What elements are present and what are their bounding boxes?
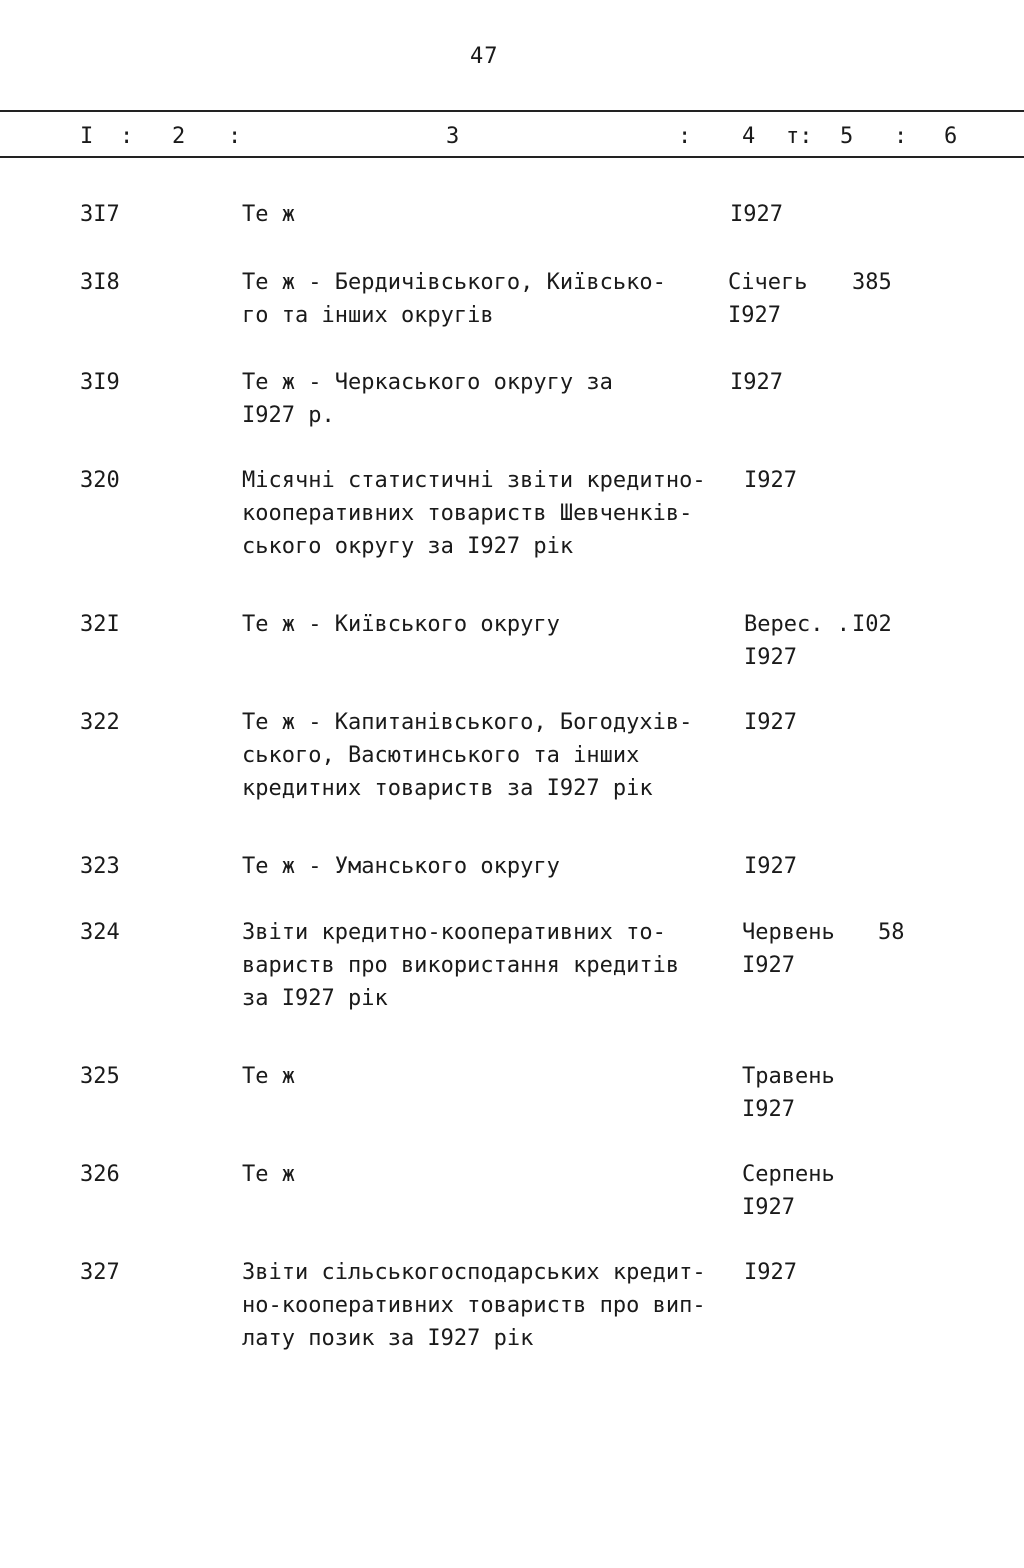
column-separator: : [228,124,242,149]
entry-number: 323 [80,854,120,879]
date-line: I927 [744,1260,797,1285]
description-line: Те ж [242,1162,295,1187]
entry-description [242,850,722,883]
entry-number: 3I8 [80,270,120,295]
description-line: Звіти кредитно-кооперативних то- [242,920,666,945]
entry-date [742,1060,835,1126]
entry-description [242,266,722,332]
description-line: Те ж - Уманського округу [242,854,560,879]
entry-date [744,706,797,739]
date-line: I927 [744,645,797,670]
entry-number: 3I9 [80,370,120,395]
description-line: Те ж - Бердичівського, Київсько- [242,270,666,295]
entry-description [242,706,722,805]
description-line: I927 р. [242,403,335,428]
entry-date [730,366,783,399]
entry-number: 320 [80,468,120,493]
description-line: Те ж - Київського округу [242,612,560,637]
description-line: го та інших округів [242,303,494,328]
description-line: но-кооперативних товариств про вип- [242,1293,706,1318]
entry-sheet-count: 58 [878,920,905,945]
column-header-2: 2 [172,124,186,149]
description-line: кредитних товариств за I927 рік [242,776,653,801]
entry-date [744,608,850,674]
entry-description [242,366,722,432]
date-line: I927 [744,710,797,735]
date-line: I927 [744,468,797,493]
entry-number: 325 [80,1064,120,1089]
entry-number: 324 [80,920,120,945]
date-line: Червень [742,920,835,945]
column-header-6: 6 [944,124,958,149]
date-line: Травень [742,1064,835,1089]
description-line: Місячні статистичні звіти кредитно- [242,468,706,493]
date-line: Січегь [728,270,808,295]
description-line: ського округу за I927 рік [242,534,574,559]
entry-description [242,608,722,641]
entry-description [242,1060,722,1093]
date-line: I927 [730,370,783,395]
entry-description [242,1158,722,1191]
description-line: Те ж [242,1064,295,1089]
date-line: Верес. . [744,612,850,637]
entry-number: 32I [80,612,120,637]
description-line: за I927 рік [242,986,388,1011]
entry-number: 322 [80,710,120,735]
date-line: I927 [728,303,781,328]
date-line: I927 [744,854,797,879]
entry-date [744,1256,797,1289]
date-line: I927 [742,953,795,978]
entry-number: 327 [80,1260,120,1285]
column-header-1: I [80,124,94,149]
column-separator: : [678,124,692,149]
column-header-row [0,124,1024,152]
entry-number: 326 [80,1162,120,1187]
column-header-5: 5 [840,124,854,149]
entry-date [728,266,807,332]
description-line: лату позик за I927 рік [242,1326,534,1351]
entry-sheet-count: I02 [852,612,892,637]
column-header-3: 3 [446,124,460,149]
description-line: Те ж - Капитанівського, Богодухів- [242,710,693,735]
entry-number: 3I7 [80,202,120,227]
description-line: Те ж - Черкаського округу за [242,370,613,395]
entry-description [242,198,722,231]
description-line: Звіти сільськогосподарських кредит- [242,1260,706,1285]
entry-date [744,464,797,497]
entry-date [742,1158,835,1224]
description-line: Те ж [242,202,295,227]
date-line: I927 [730,202,783,227]
header-rule-top [0,110,1024,112]
column-separator: : [894,124,908,149]
date-line: I927 [742,1097,795,1122]
entry-description [242,1256,722,1355]
description-line: ського, Васютинського та інших [242,743,640,768]
entry-date [744,850,797,883]
entry-date [742,916,835,982]
entry-sheet-count: 385 [852,270,892,295]
date-line: I927 [742,1195,795,1220]
entry-description [242,916,722,1015]
page-number: 47 [470,44,499,69]
date-line: Серпень [742,1162,835,1187]
column-separator: : [120,124,134,149]
entry-date [730,198,783,231]
column-separator: т: [786,124,813,149]
description-line: кооперативних товариств Шевченків- [242,501,693,526]
description-line: вариств про використання кредитів [242,953,680,978]
entry-description [242,464,722,563]
header-rule-bottom [0,156,1024,158]
column-header-4: 4 [742,124,756,149]
